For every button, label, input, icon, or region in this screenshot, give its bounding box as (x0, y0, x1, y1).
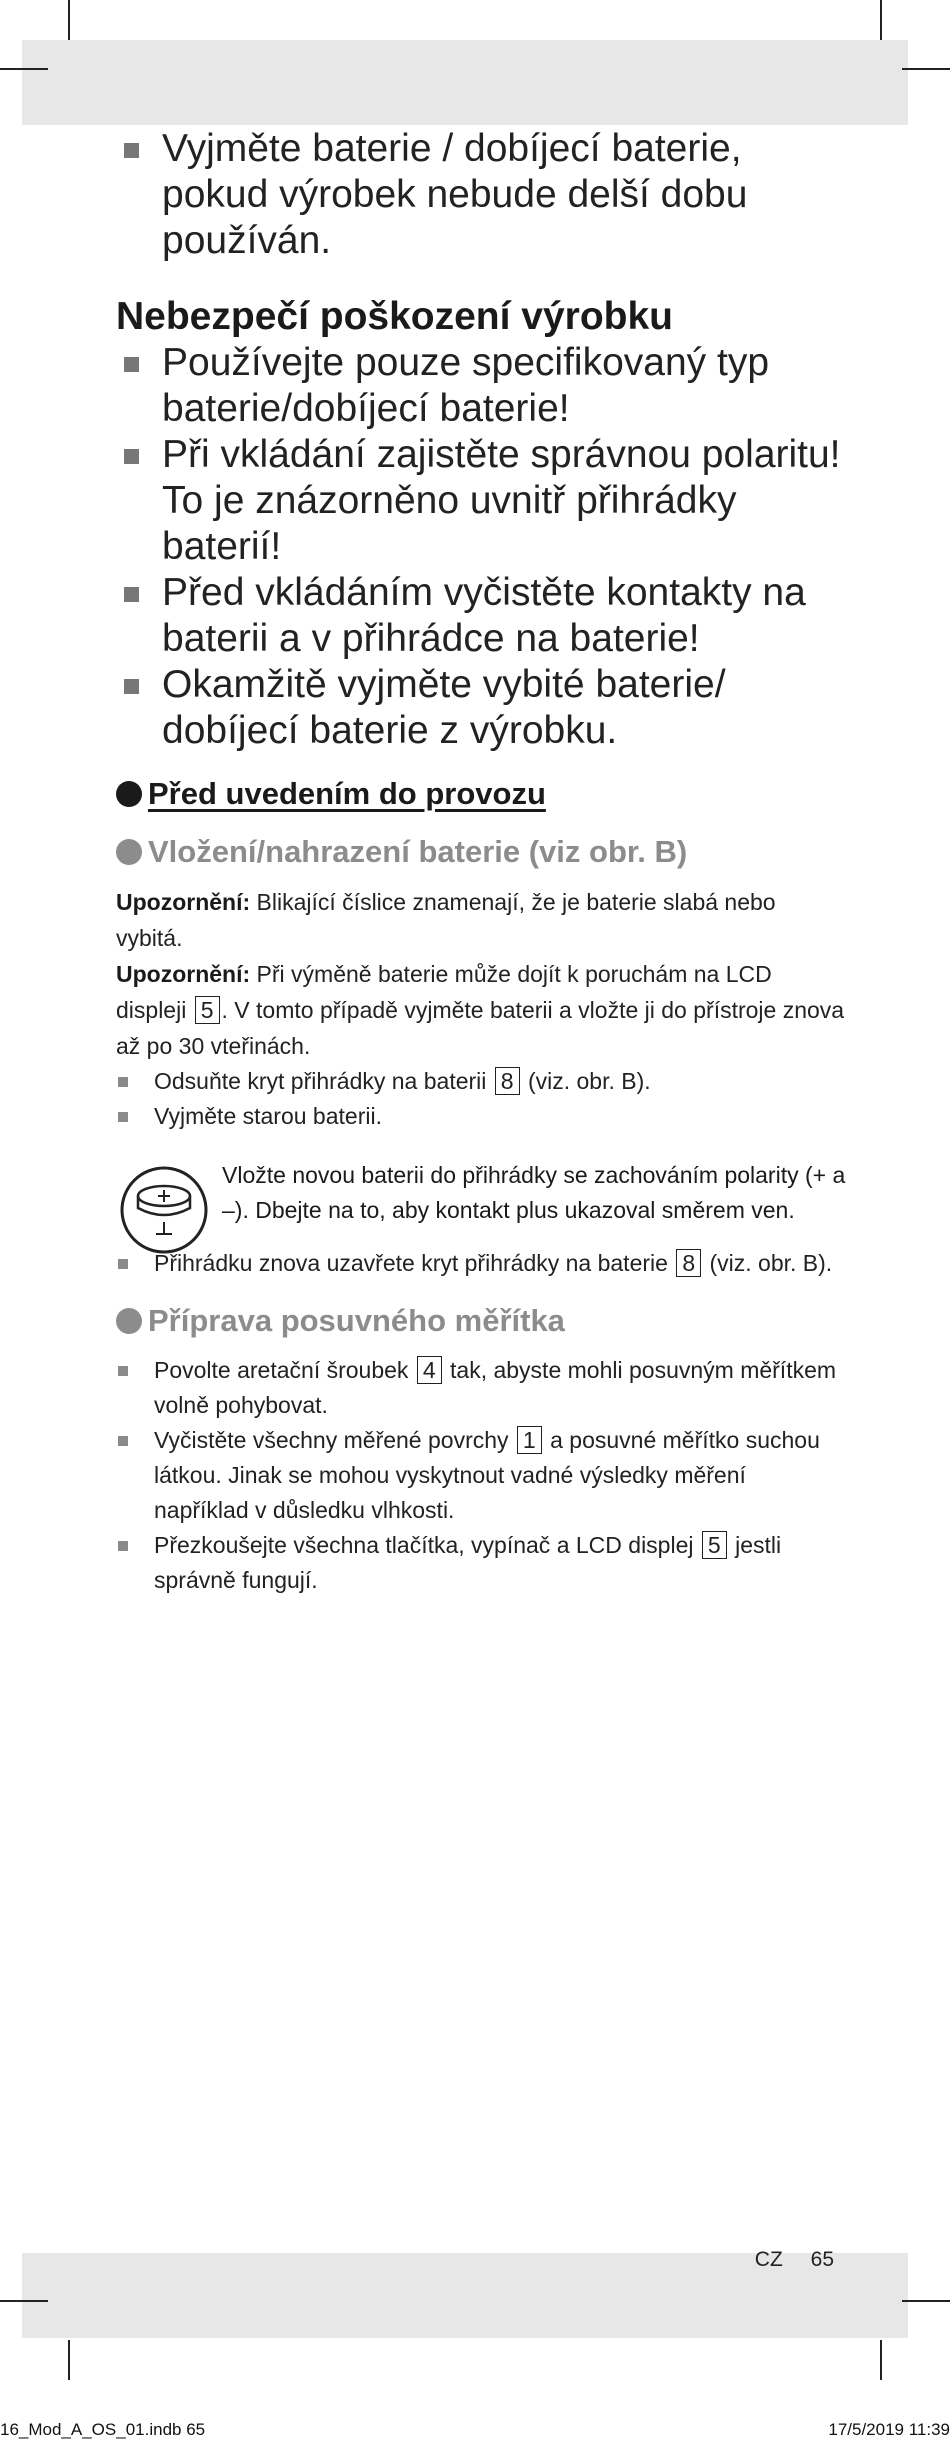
part-reference: 1 (517, 1426, 542, 1454)
list-item: Vyjměte baterie / dobíjecí baterie, pokud výrobek nebude delší dobu používán. (116, 126, 846, 264)
list-item: Přezkoušejte všechna tlačítka, vypínač a LCD displej 5 jestli správně fungují. (116, 1528, 846, 1598)
subsection-heading-caliper: Příprava posuvného měřítka (116, 1303, 846, 1339)
bullet-circle-icon (116, 839, 142, 865)
bullet-square-icon (118, 1077, 128, 1087)
bullet-circle-icon (116, 781, 142, 807)
part-reference: 4 (417, 1356, 442, 1384)
note-paragraph: Upozornění: Při výměně baterie může dojít k poruchám na LCD displeji 5 . V tomto případě vyjměte baterii a vložte ji do přístroje znova až po 30 vteřinách. (116, 961, 845, 1059)
list-item: Okamžitě vyjměte vybité baterie/ dobíjecí baterie z výrobku. (116, 662, 846, 754)
part-reference: 5 (195, 996, 220, 1024)
page-footer (733, 2248, 834, 2272)
list-item: Odsuňte kryt přihrádky na baterii 8 (viz. obr. B). (116, 1064, 846, 1099)
section-heading-before-use: Před uvedením do provozu (116, 776, 846, 812)
crop-mark (880, 2340, 882, 2380)
bullet-square-icon (118, 1259, 128, 1269)
crop-mark (902, 68, 950, 70)
part-reference: 8 (495, 1067, 520, 1095)
list-item: Před vkládáním vyčistěte kontakty na baterii a v přihrádce na baterie! (116, 570, 846, 662)
part-reference: 8 (676, 1249, 701, 1277)
bullet-square-icon (124, 449, 139, 464)
page-content (116, 126, 846, 1598)
crop-mark (68, 2340, 70, 2380)
crop-mark (68, 0, 70, 40)
bullet-square-icon (118, 1541, 128, 1551)
crop-mark (0, 2300, 48, 2302)
note-paragraph: Upozornění: Blikající číslice znamenají, že je baterie slabá nebo vybitá. (116, 889, 776, 951)
list-item: Vyčistěte všechny měřené povrchy 1 a posuvné měřítko suchou látkou. Jinak se mohou vyskytnout vadné výsledky měření například v důsledku vlhkosti. (116, 1423, 846, 1528)
bullet-square-icon (124, 143, 139, 158)
danger-heading: Nebezpečí poškození výrobku (116, 295, 673, 338)
list-item: Používejte pouze specifikovaný typ baterie/dobíjecí baterie! (116, 340, 846, 432)
list-item: Vyjměte starou baterii. (116, 1099, 846, 1134)
list-item: Přihrádku znova uzavřete kryt přihrádky na baterie 8 (viz. obr. B). (116, 1246, 846, 1281)
bullet-square-icon (124, 357, 139, 372)
page-number: 65 (810, 2248, 834, 2271)
battery-insert-note: Vložte novou baterii do přihrádky se zachováním polarity (+ a –). Dbejte na to, aby kontakt plus ukazoval směrem ven. (116, 1158, 846, 1228)
header-band (22, 40, 908, 125)
crop-mark (902, 2300, 950, 2302)
list-item: Při vkládání zajistěte správnou polaritu! To je znázorněno uvnitř přihrádky baterií! (116, 432, 846, 570)
bullet-square-icon (124, 679, 139, 694)
crop-mark (880, 0, 882, 40)
list-item: Povolte aretační šroubek 4 tak, abyste mohli posuvným měřítkem volně pohybovat. (116, 1353, 846, 1423)
part-reference: 5 (702, 1531, 727, 1559)
print-date-info: 17/5/2019 11:39 (828, 2420, 950, 2439)
print-file-info: 16_Mod_A_OS_01.indb 65 (0, 2420, 206, 2439)
crop-mark (0, 68, 48, 70)
bullet-square-icon (118, 1112, 128, 1122)
bullet-square-icon (124, 587, 139, 602)
bullet-circle-icon (116, 1308, 142, 1334)
battery-polarity-icon (116, 1164, 212, 1256)
bullet-square-icon (118, 1436, 128, 1446)
language-code: CZ (754, 2248, 783, 2271)
subsection-heading-battery: Vložení/nahrazení baterie (viz obr. B) (116, 834, 846, 870)
bullet-square-icon (118, 1366, 128, 1376)
